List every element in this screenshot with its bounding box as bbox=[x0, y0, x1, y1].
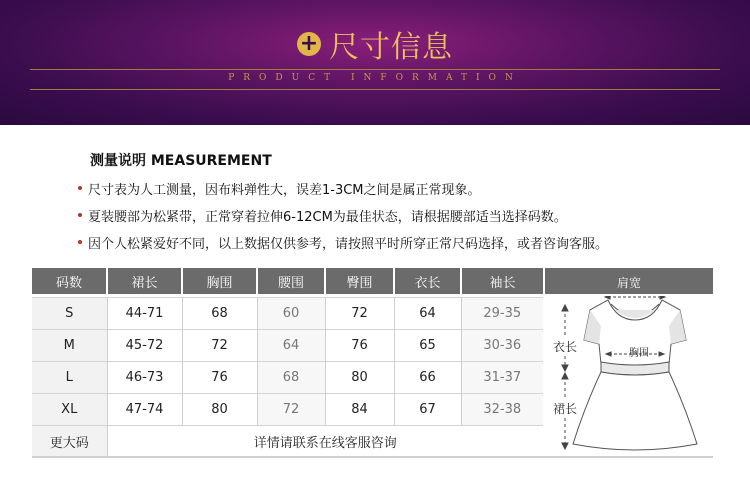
note-text: 因个人松紧爱好不同，以上数据仅供参考，请按照平时所穿正常尺码选择，或者咨询客服。 bbox=[88, 236, 609, 252]
cell-footer-note: 详情请联系在线客服咨询 bbox=[107, 426, 543, 458]
header-chest: 胸围 bbox=[182, 268, 257, 294]
table-header-row bbox=[32, 268, 543, 294]
cell-top-length: 64 bbox=[394, 298, 461, 330]
header-size: 码数 bbox=[32, 268, 107, 294]
cell-top-length: 67 bbox=[394, 394, 461, 426]
dress-illustration bbox=[545, 296, 713, 458]
cell-size: M bbox=[32, 330, 107, 362]
note-text: 尺寸表为人工测量，因布料弹性大，误差1-3CM之间是属正常现象。 bbox=[88, 182, 481, 198]
notes-heading: 测量说明 MEASUREMENT bbox=[90, 153, 272, 169]
cell-skirt-length: 44-71 bbox=[107, 298, 182, 330]
cell-waist: 68 bbox=[257, 362, 325, 394]
bullet-icon bbox=[78, 213, 82, 217]
table-row bbox=[32, 298, 543, 330]
cell-hip: 80 bbox=[325, 362, 394, 394]
page-subtitle: PRODUCT INFORMATION bbox=[228, 73, 522, 83]
page-title: 尺寸信息 bbox=[329, 30, 453, 65]
bullet-icon bbox=[78, 240, 82, 244]
bullet-icon bbox=[78, 186, 82, 190]
cell-top-length: 65 bbox=[394, 330, 461, 362]
table-row bbox=[32, 330, 543, 362]
cell-skirt-length: 47-74 bbox=[107, 394, 182, 426]
skirt-length-label: 裙长 bbox=[553, 402, 578, 416]
measurement-notes bbox=[78, 150, 728, 251]
cell-skirt-length: 45-72 bbox=[107, 330, 182, 362]
table-bottom-shadow bbox=[32, 456, 713, 458]
header-divider-top bbox=[30, 69, 720, 70]
header-sleeve-length: 袖长 bbox=[461, 268, 543, 294]
note-item bbox=[78, 233, 728, 251]
cell-sleeve-length: 29-35 bbox=[461, 298, 543, 330]
top-length-label: 衣长 bbox=[553, 340, 578, 354]
note-item bbox=[78, 206, 728, 224]
cell-chest: 72 bbox=[182, 330, 257, 362]
chest-label: 胸围 bbox=[629, 348, 649, 359]
header-banner bbox=[0, 0, 750, 125]
note-item bbox=[78, 179, 728, 197]
size-table bbox=[32, 268, 543, 457]
note-text: 夏装腰部为松紧带，正常穿着拉伸6-12CM为最佳状态，请根据腰部适当选择码数。 bbox=[88, 209, 567, 225]
cell-waist: 72 bbox=[257, 394, 325, 426]
cell-waist: 60 bbox=[257, 298, 325, 330]
header-top-length: 衣长 bbox=[394, 268, 461, 294]
cell-sleeve-length: 30-36 bbox=[461, 330, 543, 362]
cell-chest: 68 bbox=[182, 298, 257, 330]
cell-hip: 72 bbox=[325, 298, 394, 330]
header-hip: 臀围 bbox=[325, 268, 394, 294]
cell-hip: 84 bbox=[325, 394, 394, 426]
cell-hip: 76 bbox=[325, 330, 394, 362]
header-divider-bottom bbox=[30, 89, 720, 90]
cell-size: S bbox=[32, 298, 107, 330]
table-footer-row bbox=[32, 426, 543, 458]
cell-sleeve-length: 32-38 bbox=[461, 394, 543, 426]
cell-skirt-length: 46-73 bbox=[107, 362, 182, 394]
size-table-wrap bbox=[32, 268, 543, 457]
diagram-body bbox=[545, 296, 713, 458]
shoulder-width-arrow bbox=[605, 296, 665, 299]
cell-chest: 80 bbox=[182, 394, 257, 426]
header-waist: 腰围 bbox=[257, 268, 325, 294]
cell-chest: 76 bbox=[182, 362, 257, 394]
cell-size: XL bbox=[32, 394, 107, 426]
header-skirt-length: 裙长 bbox=[107, 268, 182, 294]
cell-waist: 64 bbox=[257, 330, 325, 362]
dress-skirt bbox=[573, 372, 697, 450]
cell-sleeve-length: 31-37 bbox=[461, 362, 543, 394]
diagram-header bbox=[545, 268, 713, 295]
table-row bbox=[32, 394, 543, 426]
table-row bbox=[32, 362, 543, 394]
dress-diagram bbox=[545, 268, 713, 458]
cell-size-larger: 更大码 bbox=[32, 426, 107, 458]
cell-size: L bbox=[32, 362, 107, 394]
title-row bbox=[0, 22, 750, 66]
plus-icon: + bbox=[297, 32, 321, 56]
diagram-header-label: 肩宽 bbox=[616, 276, 641, 290]
cell-top-length: 66 bbox=[394, 362, 461, 394]
